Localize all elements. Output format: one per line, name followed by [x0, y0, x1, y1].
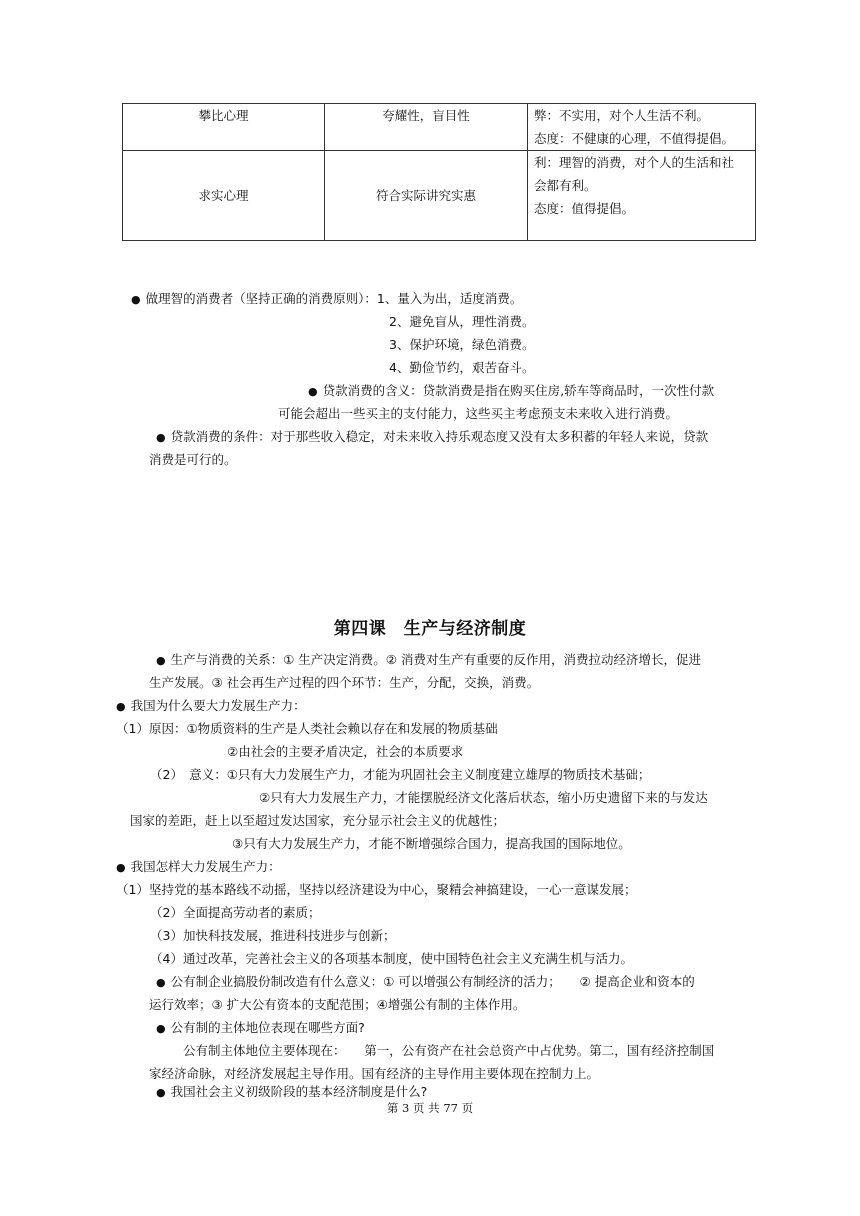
text: 我国社会主义初级阶段的基本经济制度是什么?	[170, 1084, 428, 1099]
why-significance-cont: 国家的差距，赶上以至超过发达国家，充分显示社会主义的优越性；	[130, 813, 506, 828]
public-dominance-answer-cont: 家经济命脉，对经济发展起主导作用。国有经济的主导作用主要体现在控制力上。	[149, 1066, 600, 1081]
text: 我国为什么要大力发展生产力：	[130, 698, 306, 713]
table-cell-trait: 符合实际讲究实惠	[325, 151, 528, 241]
rational-item: 4、勤俭节约，艰苦奋斗。	[389, 360, 535, 375]
table-cell-trait: 夸耀性，盲目性	[325, 104, 528, 151]
text: 生产与消费的关系：① 生产决定消费。② 消费对生产有重要的反作用，消费拉动经济增长，促进	[170, 652, 701, 667]
bullet-icon: ●	[156, 654, 166, 667]
page-footer: 第 3 页 共 77 页	[386, 1101, 474, 1115]
relation-cont: 生产发展。③ 社会再生产过程的四个环节：生产，分配，交换，消费。	[149, 675, 540, 690]
bullet-icon: ●	[116, 700, 126, 713]
why-reason: ②由社会的主要矛盾决定，社会的本质要求	[227, 744, 464, 759]
why-significance: ③只有大力发展生产力，才能不断增强综合国力，提高我国的国际地位。	[232, 836, 631, 851]
loan-meaning-cont: 可能会超出一些买主的支付能力，这些买主考虑预支未来收入进行消费。	[278, 406, 679, 421]
evaluation-line: 态度：不健康的心理，不值得提倡。	[534, 131, 735, 146]
shareholding-cont: 运行效率；③ 扩大公有资本的支配范围；④增强公有制的主体作用。	[149, 997, 526, 1012]
evaluation-line: 利：理智的消费，对个人的生活和社	[534, 155, 735, 170]
how-item: （1）坚持党的基本路线不动摇，坚持以经济建设为中心，聚精会神搞建设，一心一意谋发展；	[116, 882, 637, 897]
table-cell-name: 攀比心理	[123, 104, 325, 151]
table-row	[123, 151, 756, 241]
production-consumption-relation	[156, 648, 701, 671]
why-significance: （2） 意义：①只有大力发展生产力，才能为巩固社会主义制度建立雄厚的物质技术基础；	[150, 767, 651, 782]
text: 我国怎样大力发展生产力：	[130, 859, 281, 874]
bullet-icon: ●	[116, 861, 126, 874]
text: 公有制企业搞股份制改造有什么意义：① 可以增强公有制经济的活力； ② 提高企业和资本的	[170, 974, 695, 989]
evaluation-line: 态度：值得提倡。	[534, 201, 635, 216]
loan-condition	[156, 425, 708, 448]
text: 做理智的消费者（坚持正确的消费原则）：1、量入为出，适度消费。	[145, 291, 523, 306]
table-cell-evaluation	[528, 151, 756, 241]
table-cell-evaluation	[528, 104, 756, 151]
bullet-icon: ●	[156, 1022, 166, 1035]
evaluation-line: 弊：不实用，对个人生活不利。	[534, 108, 710, 123]
evaluation-line: 会都有利。	[534, 178, 597, 193]
rational-item: 2、避免盲从，理性消费。	[389, 314, 535, 329]
bullet-icon: ●	[131, 293, 141, 306]
bullet-icon: ●	[156, 1086, 166, 1099]
public-dominance-question	[156, 1016, 365, 1039]
text: 贷款消费的含义：贷款消费是指在购买住房,轿车等商品时，一次性付款	[322, 383, 715, 398]
shareholding-significance	[156, 970, 695, 993]
rational-item: 3、保护环境，绿色消费。	[389, 337, 535, 352]
text: 公有制的主体地位表现在哪些方面?	[170, 1020, 365, 1035]
table-row	[123, 104, 756, 151]
how-item: （2）全面提高劳动者的素质；	[150, 905, 321, 920]
consumer-psychology-table	[122, 103, 756, 241]
rational-consumer-title	[131, 287, 522, 310]
lesson-title: 第四课 生产与经济制度	[333, 619, 527, 639]
why-develop-title	[116, 694, 306, 717]
loan-meaning	[308, 379, 714, 402]
text: 贷款消费的条件：对于那些收入稳定，对未来收入持乐观态度又没有太多积蓄的年轻人来说，贷款	[170, 429, 709, 444]
bullet-icon: ●	[156, 976, 166, 989]
how-item: （4）通过改革，完善社会主义的各项基本制度，使中国特色社会主义充满生机与活力。	[150, 951, 633, 966]
bullet-icon: ●	[308, 385, 318, 398]
why-significance: ②只有大力发展生产力，才能摆脱经济文化落后状态，缩小历史遗留下来的与发达	[259, 790, 708, 805]
loan-condition-cont: 消费是可行的。	[149, 452, 237, 467]
how-item: （3）加快科技发展，推进科技进步与创新；	[150, 928, 396, 943]
how-develop-title	[116, 855, 281, 878]
table-cell-name: 求实心理	[123, 151, 325, 241]
why-reason: （1）原因：①物质资料的生产是人类社会赖以存在和发展的物质基础	[116, 721, 498, 736]
bullet-icon: ●	[156, 431, 166, 444]
public-dominance-answer: 公有制主体地位主要体现在： 第一，公有资产在社会总资产中占优势。第二，国有经济控制国	[183, 1043, 715, 1058]
